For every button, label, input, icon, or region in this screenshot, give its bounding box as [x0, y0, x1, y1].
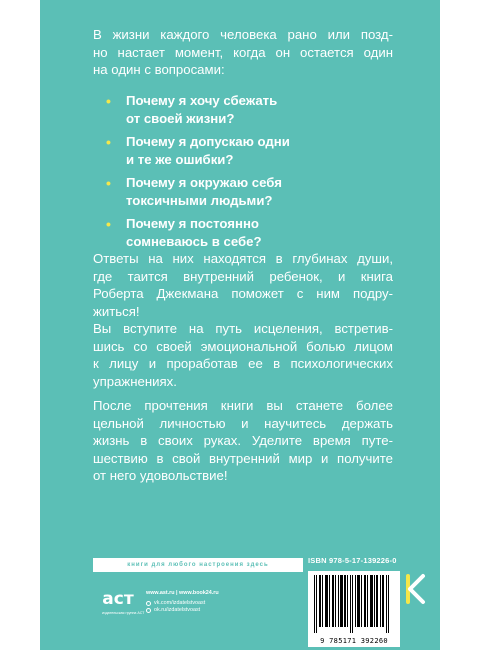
text-line: шись со своей эмоциональной болью лицом: [93, 338, 393, 354]
series-strip: книги для любого настроения здесь: [93, 558, 303, 572]
question-line: Почему я окружаю себя: [126, 175, 282, 190]
question-item: [106, 92, 346, 128]
question-line: от своей жизни?: [126, 111, 235, 126]
text-line: Ответы на них находятся в глубинах души,: [93, 251, 393, 266]
bullet-icon: •: [106, 216, 111, 232]
questions-list: [106, 92, 346, 256]
text-line: к лицу и проработав ее в психологических: [93, 356, 393, 372]
ok-link-row[interactable]: [146, 607, 296, 614]
text-line: После прочтения книги вы станете более: [93, 398, 393, 413]
question-line: токсичными людьми?: [126, 193, 273, 208]
answers-paragraph: [93, 250, 393, 320]
isbn-number: ISBN 978-5-17-139226-0: [308, 556, 397, 565]
text-line: Роберта Джекмана поможет с ним подру-: [93, 286, 393, 302]
publisher-logo-mark: аст: [102, 589, 134, 609]
text-line: на один с вопросами:: [93, 62, 225, 78]
website-links[interactable]: www.ast.ru | www.book24.ru: [146, 590, 219, 596]
bullet-icon: •: [106, 175, 111, 191]
barcode: [308, 571, 400, 647]
question-item: [106, 174, 346, 210]
vk-link[interactable]: vk.com/izdatelstvoast: [154, 600, 206, 606]
text-line: где таится внутренний ребенок, и книга: [93, 268, 393, 284]
question-item: [106, 133, 346, 169]
text-line: шествию в свой внутренний мир и получите: [93, 450, 393, 466]
question-line: Почему я постоянно: [126, 216, 259, 231]
vk-icon: [146, 601, 151, 606]
question-line: сомневаюсь в себе?: [126, 234, 262, 249]
barcode-bars-icon: [308, 571, 400, 637]
barcode-digits: 9 785171 392260: [320, 637, 388, 645]
text-line: Вы вступите на путь исцеления, встретив-: [93, 321, 393, 336]
ok-icon: [146, 608, 151, 613]
vk-link-row[interactable]: [146, 600, 296, 607]
text-line: цельной личностью и научитесь держать: [93, 415, 393, 431]
publisher-links: [146, 590, 296, 614]
publisher-imprint: издательская группа АСТ: [102, 611, 145, 615]
closing-paragraph: [93, 397, 393, 485]
bullet-icon: •: [106, 93, 111, 109]
k-brand-icon: [402, 568, 430, 608]
publisher-logo: [102, 589, 145, 626]
healing-paragraph: [93, 320, 393, 390]
question-line: и те же ошибки?: [126, 152, 234, 167]
text-line: от него удовольствие!: [93, 468, 228, 484]
text-line: но настает момент, когда он остается один: [93, 44, 393, 60]
bullet-icon: •: [106, 134, 111, 150]
book-back-cover: [40, 0, 440, 650]
text-line: житься!: [93, 303, 140, 319]
ok-link[interactable]: ok.ru/izdatelstvoast: [154, 607, 201, 613]
question-item: [106, 215, 346, 251]
intro-paragraph: [93, 26, 393, 79]
text-line: В жизни каждого человека рано или позд-: [93, 27, 393, 42]
question-line: Почему я хочу сбежать: [126, 93, 278, 108]
text-line: упражнениях.: [93, 373, 177, 389]
text-line: жизнь в своих руках. Уделите время путе-: [93, 433, 393, 449]
question-line: Почему я допускаю одни: [126, 134, 290, 149]
